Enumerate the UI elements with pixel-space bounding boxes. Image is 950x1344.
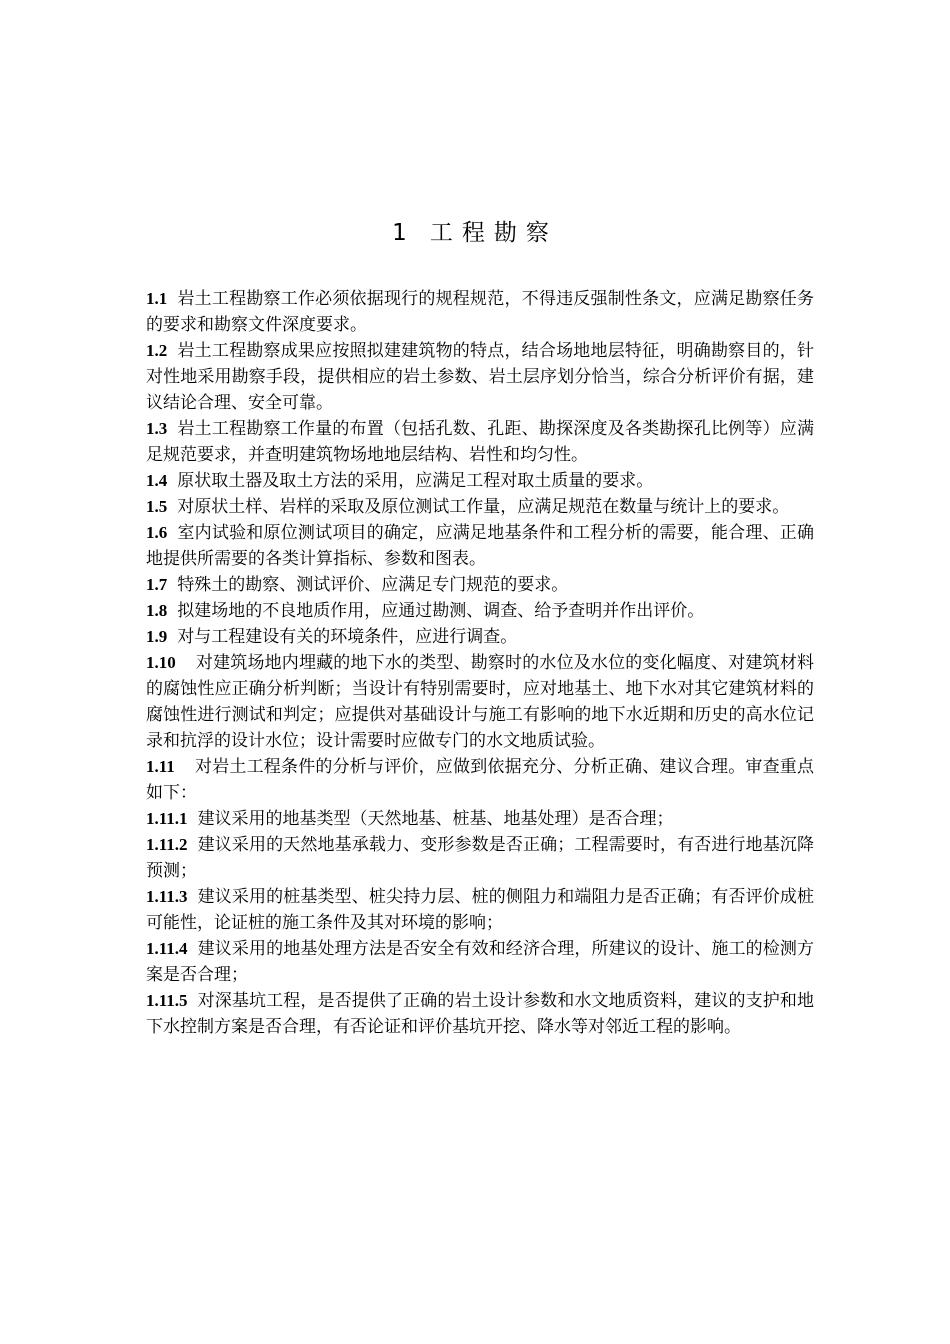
clause-number: 1.11.4 [146,939,188,958]
clause-number: 1.3 [146,419,168,438]
clause-text: 建议采用的天然地基承载力、变形参数是否正确；工程需要时，有否进行地基沉降预测； [146,835,814,881]
clause-1-11-3 [146,884,814,936]
clause-number: 1.1 [146,289,168,308]
chapter-number: 1 [392,220,416,246]
clause-number: 1.7 [146,575,168,594]
clause-1-7 [146,572,814,598]
clause-1-11-5 [146,988,814,1040]
clause-1-4 [146,468,814,494]
clause-1-11-1 [146,806,814,832]
clause-text: 特殊土的勘察、测试评价、应满足专门规范的要求。 [177,575,569,595]
chapter-title: 工程勘察 [429,220,558,246]
clause-text: 原状取土器及取土方法的采用，应满足工程对取土质量的要求。 [177,471,654,491]
clause-text: 岩土工程勘察成果应按照拟建建筑物的特点，结合场地地层特征，明确勘察目的，针对性地采用勘察手段，提供相应的岩土参数、岩土层序划分恰当，综合分析评价有据，建议结论合理、安全可靠。 [146,341,814,413]
clause-number: 1.11.5 [146,991,188,1010]
clause-number: 1.4 [146,471,168,490]
clause-text: 对建筑场地内埋藏的地下水的类型、勘察时的水位及水位的变化幅度、对建筑材料的腐蚀性应正确分析判断；当设计有特别需要时，应对地基土、地下水对其它建筑材料的腐蚀性进行测试和判定；应提供对基础设计与施工有影响的地下水近期和历史的高水位记录和抗浮的设计水位；设计需要时应做专门的水文地质试验。 [146,653,814,751]
clause-1-2 [146,338,814,416]
clause-number: 1.8 [146,601,168,620]
clause-number: 1.2 [146,341,168,360]
clause-text: 对与工程建设有关的环境条件，应进行调查。 [177,627,518,647]
clause-number: 1.10 [146,653,176,672]
clause-number: 1.11 [146,757,175,776]
clause-number: 1.11.2 [146,835,188,854]
clause-1-5 [146,494,814,520]
clause-1-11-4 [146,936,814,988]
clause-text: 对深基坑工程，是否提供了正确的岩土设计参数和水文地质资料，建议的支护和地下水控制方案是否合理，有否论证和评价基坑开挖、降水等对邻近工程的影响。 [146,991,814,1037]
clause-1-10 [146,650,814,754]
clause-1-3 [146,416,814,468]
clause-text: 对岩土工程条件的分析与评价，应做到依据充分、分析正确、建议合理。审查重点如下： [146,757,814,803]
clause-text: 室内试验和原位测试项目的确定，应满足地基条件和工程分析的需要，能合理、正确地提供所需要的各类计算指标、参数和图表。 [146,523,814,569]
clause-text: 对原状土样、岩样的采取及原位测试工作量，应满足规范在数量与统计上的要求。 [177,497,790,517]
clause-number: 1.11.3 [146,887,188,906]
clause-text: 岩土工程勘察工作量的布置（包括孔数、孔距、勘探深度及各类勘探孔比例等）应满足规范要求，并查明建筑物场地地层结构、岩性和均匀性。 [146,419,814,465]
clause-1-8 [146,598,814,624]
clause-number: 1.11.1 [146,809,188,828]
clause-list [146,286,814,1040]
clause-text: 建议采用的地基类型（天然地基、桩基、地基处理）是否合理； [197,809,674,829]
clause-text: 建议采用的桩基类型、桩尖持力层、桩的侧阻力和端阻力是否正确；有否评价成桩可能性，论证桩的施工条件及其对环境的影响； [146,887,814,933]
clause-text: 建议采用的地基处理方法是否安全有效和经济合理，所建议的设计、施工的检测方案是否合理； [146,939,814,985]
clause-1-6 [146,520,814,572]
clause-number: 1.9 [146,627,168,646]
clause-number: 1.5 [146,497,168,516]
clause-1-1 [146,286,814,338]
page-title [0,218,950,248]
clause-1-11 [146,754,814,806]
clause-number: 1.6 [146,523,168,542]
clause-1-9 [146,624,814,650]
clause-text: 拟建场地的不良地质作用，应通过勘测、调查、给予查明并作出评价。 [177,601,705,621]
clause-1-11-2 [146,832,814,884]
clause-text: 岩土工程勘察工作必须依据现行的规程规范，不得违反强制性条文，应满足勘察任务的要求和勘察文件深度要求。 [146,289,814,335]
